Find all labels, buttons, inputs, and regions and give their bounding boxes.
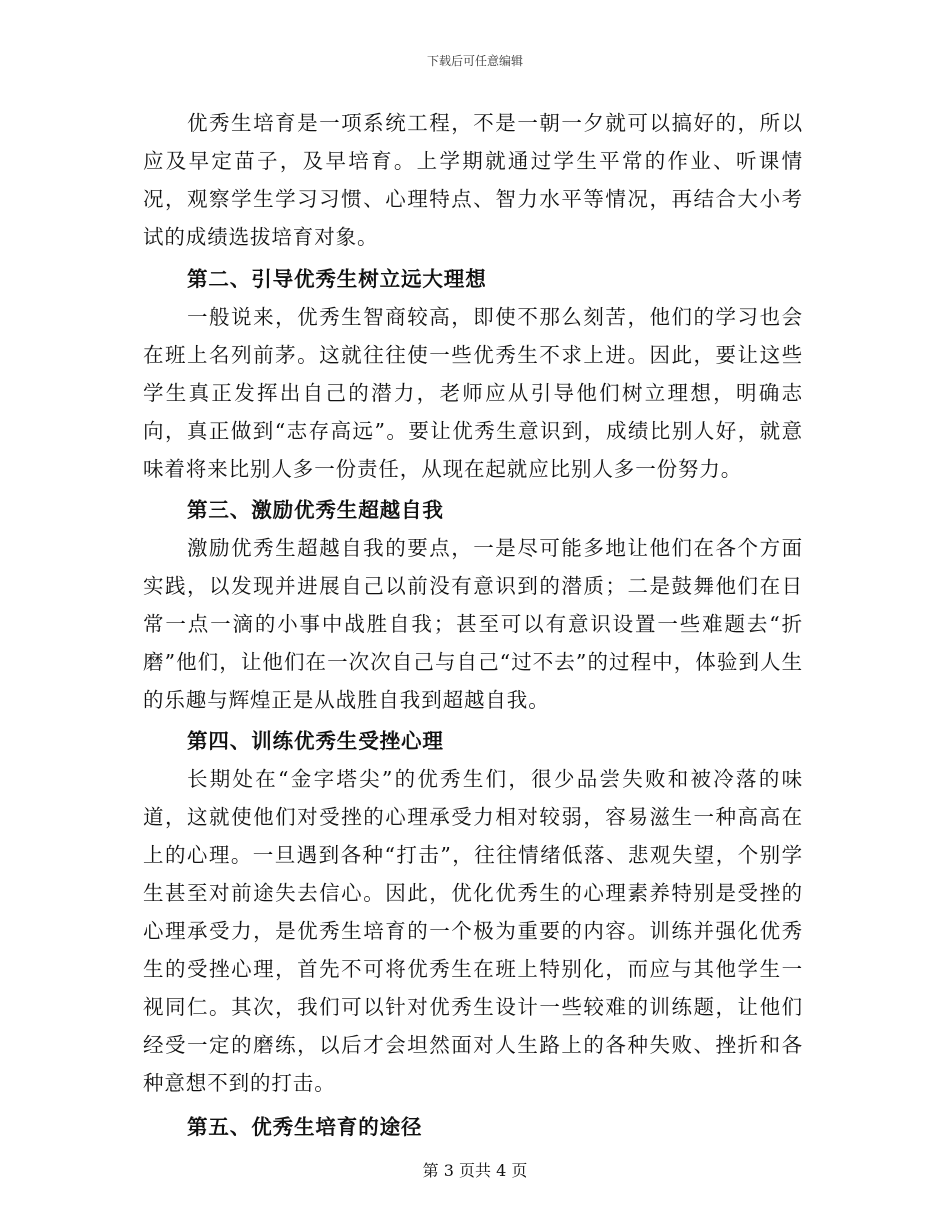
- section-heading-5: 第五、优秀生培育的途径: [187, 1115, 423, 1139]
- section-heading-4: 第四、训练优秀生受挫心理: [187, 729, 444, 753]
- paragraph-1: 优秀生培育是一项系统工程，不是一朝一夕就可以搞好的，所以应及早定苗子，及早培育。上学期就通过学生平常的作业、听课情况，观察学生学习习惯、心理特点、智力水平等情况，再结合大小考试的成绩选拔培育对象。: [143, 111, 803, 249]
- page-footer: 第 3 页共 4 页: [422, 1161, 528, 1180]
- section-heading-2: 第二、引导优秀生树立远大理想: [187, 267, 487, 291]
- page-header: 下载后可任意编辑: [426, 54, 523, 68]
- document-body: [143, 104, 803, 1146]
- paragraph-2: 一般说来，优秀生智商较高，即使不那么刻苦，他们的学习也会在班上名列前茅。这就往往使一些优秀生不求上进。因此，要让这些学生真正发挥出自己的潜力，老师应从引导他们树立理想，明确志向，真正做到“志存高远”。要让优秀生意识到，成绩比别人好，就意味着将来比别人多一份责任，从现在起就应比别人多一份努力。: [143, 305, 803, 481]
- paragraph-4: 长期处在“金字塔尖”的优秀生们，很少品尝失败和被冷落的味道，这就使他们对受挫的心理承受力相对较弱，容易滋生一种高高在上的心理。一旦遇到各种“打击”，往往情绪低落、悲观失望，个别学生甚至对前途失去信心。因此，优化优秀生的心理素养特别是受挫的心理承受力，是优秀生培育的一个极为重要的内容。训练并强化优秀生的受挫心理，首先不可将优秀生在班上特别化，而应与其他学生一视同仁。其次，我们可以针对优秀生设计一些较难的训练题，让他们经受一定的磨练，以后才会坦然面对人生路上的各种失败、挫折和各种意想不到的打击。: [143, 767, 803, 1095]
- section-heading-3: 第三、激励优秀生超越自我: [187, 498, 444, 522]
- paragraph-3: 激励优秀生超越自我的要点，一是尽可能多地让他们在各个方面实践，以发现并进展自己以前没有意识到的潜质；二是鼓舞他们在日常一点一滴的小事中战胜自我；甚至可以有意识设置一些难题去“折磨”他们，让他们在一次次自己与自己“过不去”的过程中，体验到人生的乐趣与辉煌正是从战胜自我到超越自我。: [143, 536, 803, 712]
